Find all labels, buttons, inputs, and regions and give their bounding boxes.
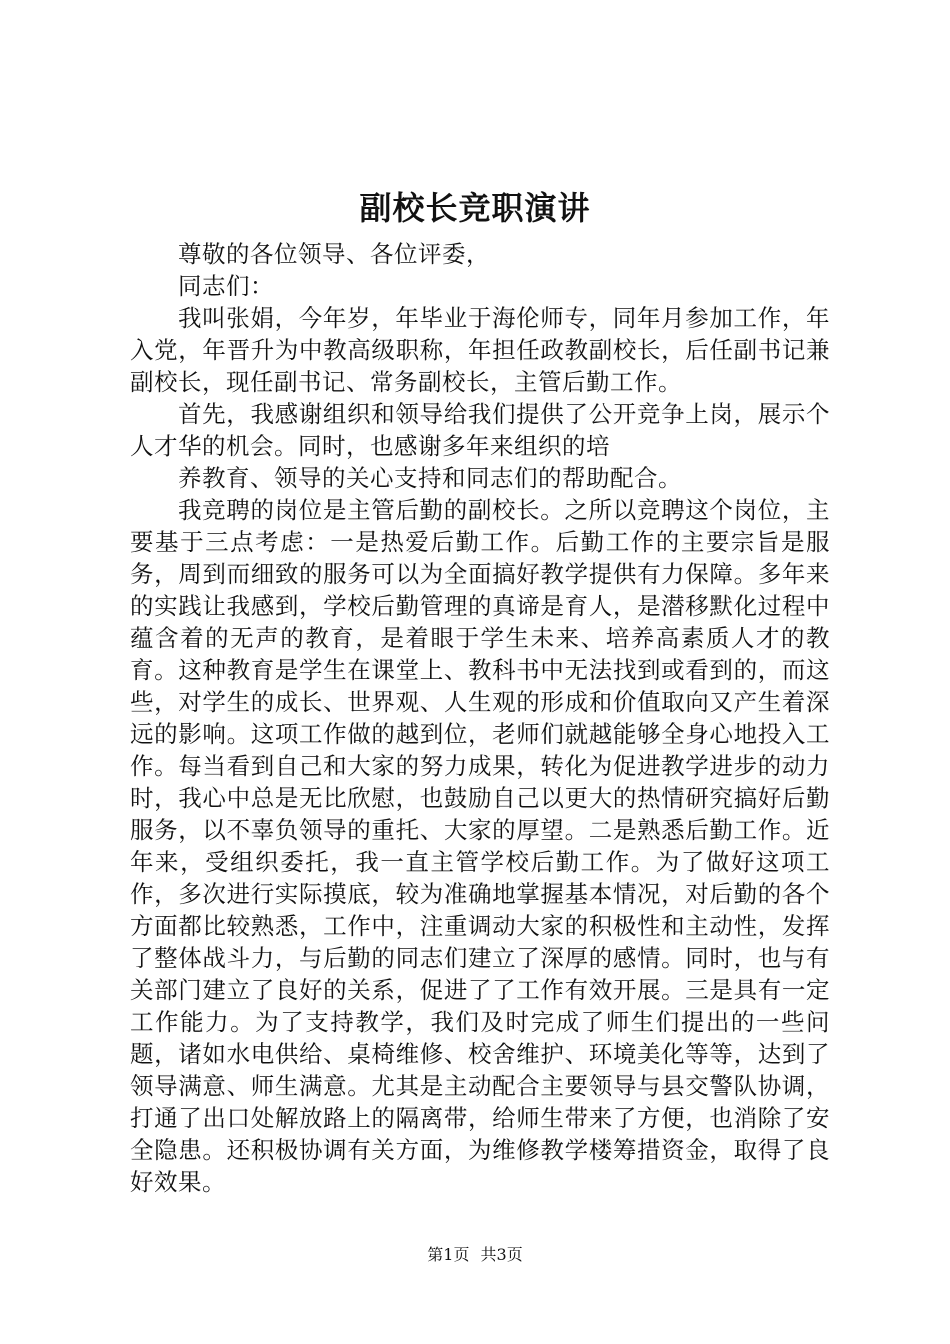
body-paragraph: 我叫张娟，今年岁，年毕业于海伦师专，同年月参加工作，年入党，年晋升为中教高级职称，年担任政教副校长，后任副书记兼副校长，现任副书记、常务副校长，主管后勤工作。	[130, 304, 830, 396]
body-paragraph: 养教育、领导的关心支持和同志们的帮助配合。	[178, 464, 682, 492]
body-paragraph: 我竞聘的岗位是主管后勤的副校长。之所以竞聘这个岗位，主要基于三点考虑：一是热爱后勤工作。后勤工作的主要宗旨是服务，周到而细致的服务可以为全面搞好教学提供有力保障。多年来的实践让我感到，学校后勤管理的真谛是育人，是潜移默化过程中蕴含着的无声的教育，是着眼于学生未来、培养高素质人才的教育。这种教育是学生在课堂上、教科书中无法找到或看到的，而这些，对学生的成长、世界观、人生观的形成和价值取向又产生着深远的影响。这项工作做的越到位，老师们就越能够全身心地投入工作。每当看到自己和大家的努力成果，转化为促进教学进步的动力时，我心中总是无比欣慰，也鼓励自己以更大的热情研究搞好后勤服务，以不辜负领导的重托、大家的厚望。二是熟悉后勤工作。近年来，受组织委托，我一直主管学校后勤工作。为了做好这项工作，多次进行实际摸底，较为准确地掌握基本情况，对后勤的各个方面都比较熟悉，工作中，注重调动大家的积极性和主动性，发挥了整体战斗力，与后勤的同志们建立了深厚的感情。同时，也与有关部门建立了良好的关系，促进了了工作有效开展。三是具有一定工作能力。为了支持教学，我们及时完成了师生们提出的一些问题，诸如水电供给、桌椅维修、校舍维护、环境美化等等，达到了领导满意、师生满意。尤其是主动配合主要领导与县交警队协调，打通了出口处解放路上的隔离带，给师生带来了方便，也消除了安全隐患。还积极协调有关方面，为维修教学楼筹措资金，取得了良好效果。	[130, 496, 830, 1196]
page-number: 第1页	[427, 1245, 470, 1264]
page-footer	[0, 1244, 950, 1266]
body-paragraph: 首先，我感谢组织和领导给我们提供了公开竞争上岗，展示个人才华的机会。同时，也感谢多年来组织的培	[130, 400, 830, 460]
salutation-paragraph: 尊敬的各位领导、各位评委，	[178, 240, 490, 268]
document-body	[130, 238, 830, 1198]
page-total: 共3页	[480, 1245, 523, 1264]
salutation-paragraph: 同志们：	[178, 272, 274, 300]
document-title: 副校长竞职演讲	[359, 189, 591, 227]
